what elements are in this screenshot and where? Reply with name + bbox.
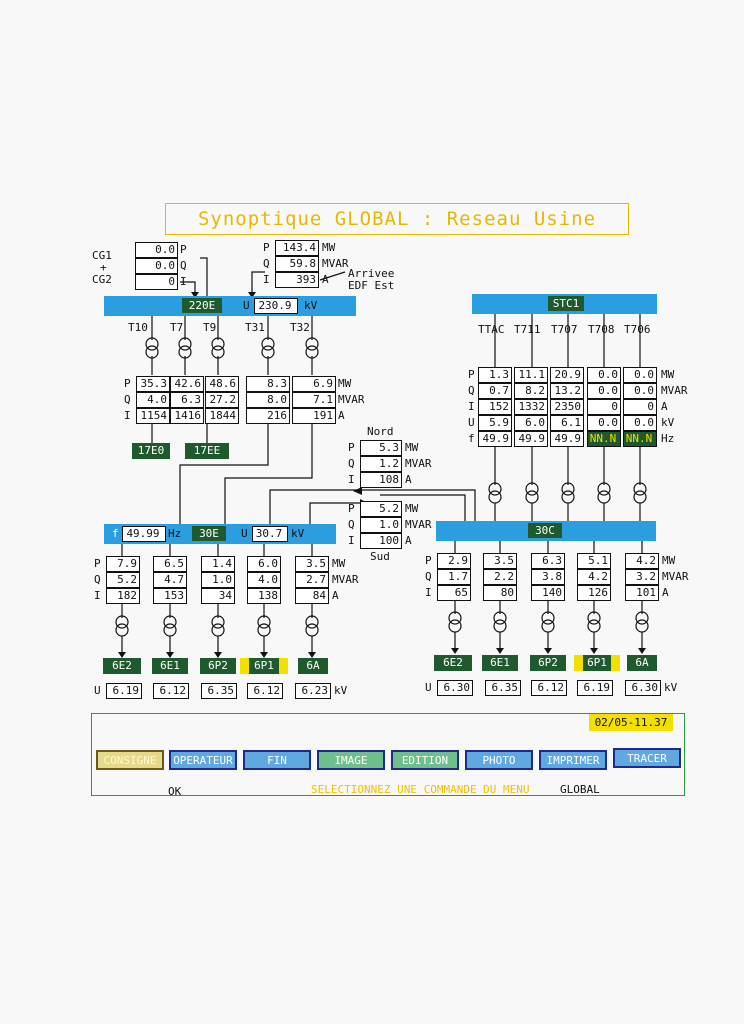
c-tag-6e2[interactable]: 6E2: [434, 655, 472, 671]
t711-u: 6.0: [514, 415, 548, 431]
t708-f: NN.N: [587, 431, 621, 447]
c-tag-6p1-highlight: [574, 655, 620, 671]
bus-stc1[interactable]: [472, 294, 657, 314]
stc-i-label: I: [468, 400, 475, 413]
feeder-t32-label: T32: [290, 321, 310, 334]
cg-i-value: 0: [135, 274, 178, 290]
e2-u: 6.12: [153, 683, 189, 699]
menu-button-consigne[interactable]: CONSIGNE: [96, 750, 164, 770]
page-title: Synoptique GLOBAL : Reseau Usine: [165, 203, 629, 235]
c-mvar: MVAR: [662, 570, 689, 583]
t32-p: 6.9: [292, 376, 336, 392]
e4-i: 138: [247, 588, 281, 604]
t708-i: 0: [587, 399, 621, 415]
c-u-label: U: [425, 681, 432, 694]
stc1-ttac-label: TTAC: [478, 323, 505, 336]
e-p-label: P: [94, 557, 101, 570]
c4-p: 5.1: [577, 553, 611, 569]
sud-q-label: Q: [348, 518, 355, 531]
nord-i: 108: [360, 472, 402, 488]
e-tag-6p1[interactable]: 6P1: [249, 658, 279, 674]
bus-30e-frequency: 49.99: [122, 526, 166, 542]
e1-u: 6.19: [106, 683, 142, 699]
ttac-q: 0.7: [478, 383, 512, 399]
lf-p-label: P: [124, 377, 131, 390]
tag-17e0[interactable]: 17E0: [132, 443, 170, 459]
c-kv: kV: [664, 681, 678, 694]
c5-p: 4.2: [625, 553, 659, 569]
bus-30e-f-label: f: [112, 527, 119, 540]
c1-p: 2.9: [437, 553, 471, 569]
tag-17ee[interactable]: 17EE: [185, 443, 229, 459]
ttac-f: 49.9: [478, 431, 512, 447]
t711-i: 1332: [514, 399, 548, 415]
c2-u: 6.35: [485, 680, 521, 696]
edf-q-value: 59.8: [275, 256, 319, 272]
menu-button-fin[interactable]: FIN: [243, 750, 311, 770]
cg-plus: +: [100, 261, 107, 274]
edf-q-unit: MVAR: [322, 257, 349, 270]
e2-i: 153: [153, 588, 187, 604]
feeder-t31-label: T31: [245, 321, 265, 334]
e-tag-6a[interactable]: 6A: [298, 658, 328, 674]
cg2-label: CG2: [92, 273, 112, 286]
bus-30e-voltage: 30.7: [252, 526, 288, 542]
menu-button-image[interactable]: IMAGE: [317, 750, 385, 770]
nord-a: A: [405, 473, 412, 486]
c3-p: 6.3: [531, 553, 565, 569]
sud-label: Sud: [370, 550, 390, 563]
e1-q: 5.2: [106, 572, 140, 588]
c1-i: 65: [437, 585, 471, 601]
t707-f: 49.9: [550, 431, 584, 447]
e-mvar: MVAR: [332, 573, 359, 586]
e4-p: 6.0: [247, 556, 281, 572]
lf-mvar: MVAR: [338, 393, 365, 406]
stc1-t711-label: T711: [514, 323, 541, 336]
e3-i: 34: [201, 588, 235, 604]
stc-hz: Hz: [661, 432, 675, 445]
stc-u-label: U: [468, 416, 475, 429]
sud-p: 5.2: [360, 501, 402, 517]
e1-i: 182: [106, 588, 140, 604]
c-tag-6e1[interactable]: 6E1: [482, 655, 518, 671]
lf-i-label: I: [124, 409, 131, 422]
c2-q: 2.2: [483, 569, 517, 585]
c3-i: 140: [531, 585, 565, 601]
c4-u: 6.19: [577, 680, 613, 696]
edf-p-label: P: [263, 241, 270, 254]
t706-u: 0.0: [623, 415, 657, 431]
e-tag-6p2[interactable]: 6P2: [200, 658, 236, 674]
e-kv: kV: [334, 684, 348, 697]
t707-i: 2350: [550, 399, 584, 415]
nord-q: 1.2: [360, 456, 402, 472]
edf-est-label: EDF Est: [348, 279, 395, 292]
t708-p: 0.0: [587, 367, 621, 383]
c-tag-6p2[interactable]: 6P2: [530, 655, 566, 671]
e-i-label: I: [94, 589, 101, 602]
c-p-label: P: [425, 554, 432, 567]
menu-prompt: SELECTIONNEZ UNE COMMANDE DU MENU: [311, 783, 530, 796]
cg-i-label: I: [180, 275, 187, 288]
e3-p: 1.4: [201, 556, 235, 572]
lf-q-label: Q: [124, 393, 131, 406]
e-a: A: [332, 589, 339, 602]
arrivee-label: Arrivee: [348, 267, 395, 280]
t711-f: 49.9: [514, 431, 548, 447]
feeder-t7-label: T7: [170, 321, 184, 334]
stc-q-label: Q: [468, 384, 475, 397]
lf-mw: MW: [338, 377, 352, 390]
e1-p: 7.9: [106, 556, 140, 572]
stc1-t707-label: T707: [551, 323, 578, 336]
e-mw: MW: [332, 557, 346, 570]
menu-button-edition[interactable]: EDITION: [391, 750, 459, 770]
t7-p: 42.6: [170, 376, 204, 392]
feeder-t10-label: T10: [128, 321, 148, 334]
t10-p: 35.3: [136, 376, 170, 392]
t32-i: 191: [292, 408, 336, 424]
t31-p: 8.3: [246, 376, 290, 392]
c-q-label: Q: [425, 570, 432, 583]
t9-q: 27.2: [205, 392, 239, 408]
stc-a: A: [661, 400, 668, 413]
stc-p-label: P: [468, 368, 475, 381]
e-u-label: U: [94, 684, 101, 697]
stc1-t706-label: T706: [624, 323, 651, 336]
c-tag-6p1[interactable]: 6P1: [583, 655, 611, 671]
c4-q: 4.2: [577, 569, 611, 585]
c-a: A: [662, 586, 669, 599]
menu-context: GLOBAL: [560, 783, 600, 796]
e4-q: 4.0: [247, 572, 281, 588]
t7-q: 6.3: [170, 392, 204, 408]
e5-p: 3.5: [295, 556, 329, 572]
menu-button-photo[interactable]: PHOTO: [465, 750, 533, 770]
e5-i: 84: [295, 588, 329, 604]
t10-q: 4.0: [136, 392, 170, 408]
bus-30e[interactable]: [104, 524, 336, 544]
edf-i-label: I: [263, 273, 270, 286]
bus-220e-label: 220E: [182, 298, 222, 313]
datetime-display: 02/05-11.37: [589, 714, 673, 731]
c-i-label: I: [425, 586, 432, 599]
c2-p: 3.5: [483, 553, 517, 569]
e3-q: 1.0: [201, 572, 235, 588]
cg1-label: CG1: [92, 249, 112, 262]
stc-kv: kV: [661, 416, 675, 429]
sud-mw: MW: [405, 502, 419, 515]
t9-i: 1844: [205, 408, 239, 424]
stc-mvar: MVAR: [661, 384, 688, 397]
sud-i-label: I: [348, 534, 355, 547]
bus-30c-label: 30C: [528, 523, 562, 538]
bus-220e-u-label: U: [243, 299, 250, 312]
t10-i: 1154: [136, 408, 170, 424]
c-tag-6a[interactable]: 6A: [627, 655, 657, 671]
t706-i: 0: [623, 399, 657, 415]
nord-p-label: P: [348, 441, 355, 454]
c3-u: 6.12: [531, 680, 567, 696]
sud-a: A: [405, 534, 412, 547]
c-mw: MW: [662, 554, 676, 567]
edf-q-label: Q: [263, 257, 270, 270]
t706-f: NN.N: [623, 431, 657, 447]
e2-q: 4.7: [153, 572, 187, 588]
edf-i-unit: A: [322, 273, 329, 286]
t708-u: 0.0: [587, 415, 621, 431]
sud-p-label: P: [348, 502, 355, 515]
t706-p: 0.0: [623, 367, 657, 383]
e-tag-6e2[interactable]: 6E2: [103, 658, 141, 674]
e3-u: 6.35: [201, 683, 237, 699]
t707-q: 13.2: [550, 383, 584, 399]
e2-p: 6.5: [153, 556, 187, 572]
stc-f-label: f: [468, 432, 475, 445]
nord-p: 5.3: [360, 440, 402, 456]
t7-i: 1416: [170, 408, 204, 424]
e-tag-6p1-highlight: [240, 658, 288, 674]
c2-i: 80: [483, 585, 517, 601]
menu-button-tracer[interactable]: TRACER: [613, 748, 681, 768]
ttac-i: 152: [478, 399, 512, 415]
edf-i-value: 393: [275, 272, 319, 288]
c5-i: 101: [625, 585, 659, 601]
c3-q: 3.8: [531, 569, 565, 585]
e5-q: 2.7: [295, 572, 329, 588]
bus-30e-u-label: U: [241, 527, 248, 540]
cg-p-value: 0.0: [135, 242, 178, 258]
bus-220e[interactable]: [104, 296, 356, 316]
ttac-u: 5.9: [478, 415, 512, 431]
t707-u: 6.1: [550, 415, 584, 431]
e5-u: 6.23: [295, 683, 331, 699]
t707-p: 20.9: [550, 367, 584, 383]
c1-u: 6.30: [437, 680, 473, 696]
t706-q: 0.0: [623, 383, 657, 399]
ttac-p: 1.3: [478, 367, 512, 383]
nord-mw: MW: [405, 441, 419, 454]
e4-u: 6.12: [247, 683, 283, 699]
cg-q-label: Q: [180, 259, 187, 272]
t31-i: 216: [246, 408, 290, 424]
ok-status: OK: [168, 785, 182, 798]
e-q-label: Q: [94, 573, 101, 586]
c4-i: 126: [577, 585, 611, 601]
stc1-t708-label: T708: [588, 323, 615, 336]
c5-u: 6.30: [625, 680, 661, 696]
sud-i: 100: [360, 533, 402, 549]
c1-q: 1.7: [437, 569, 471, 585]
bus-220e-kv: kV: [304, 299, 318, 312]
menu-panel: [91, 713, 685, 796]
sud-mvar: MVAR: [405, 518, 432, 531]
bus-30e-label: 30E: [192, 526, 226, 541]
menu-button-operateur[interactable]: OPERATEUR: [169, 750, 237, 770]
nord-i-label: I: [348, 473, 355, 486]
bus-30e-hz: Hz: [168, 527, 182, 540]
e-tag-6e1[interactable]: 6E1: [152, 658, 188, 674]
lf-a: A: [338, 409, 345, 422]
menu-button-imprimer[interactable]: IMPRIMER: [539, 750, 607, 770]
bus-220e-voltage: 230.9: [254, 298, 298, 314]
feeder-t9-label: T9: [203, 321, 217, 334]
bus-30c[interactable]: [436, 521, 656, 541]
t31-q: 8.0: [246, 392, 290, 408]
edf-p-unit: MW: [322, 241, 336, 254]
nord-label: Nord: [367, 425, 394, 438]
nord-mvar: MVAR: [405, 457, 432, 470]
c5-q: 3.2: [625, 569, 659, 585]
t708-q: 0.0: [587, 383, 621, 399]
cg-p-label: P: [180, 243, 187, 256]
cg-q-value: 0.0: [135, 258, 178, 274]
bus-30e-kv: kV: [291, 527, 305, 540]
bus-stc1-label: STC1: [548, 296, 584, 311]
t711-q: 8.2: [514, 383, 548, 399]
t711-p: 11.1: [514, 367, 548, 383]
stc-mw: MW: [661, 368, 675, 381]
t32-q: 7.1: [292, 392, 336, 408]
edf-p-value: 143.4: [275, 240, 319, 256]
t9-p: 48.6: [205, 376, 239, 392]
sud-q: 1.0: [360, 517, 402, 533]
nord-q-label: Q: [348, 457, 355, 470]
